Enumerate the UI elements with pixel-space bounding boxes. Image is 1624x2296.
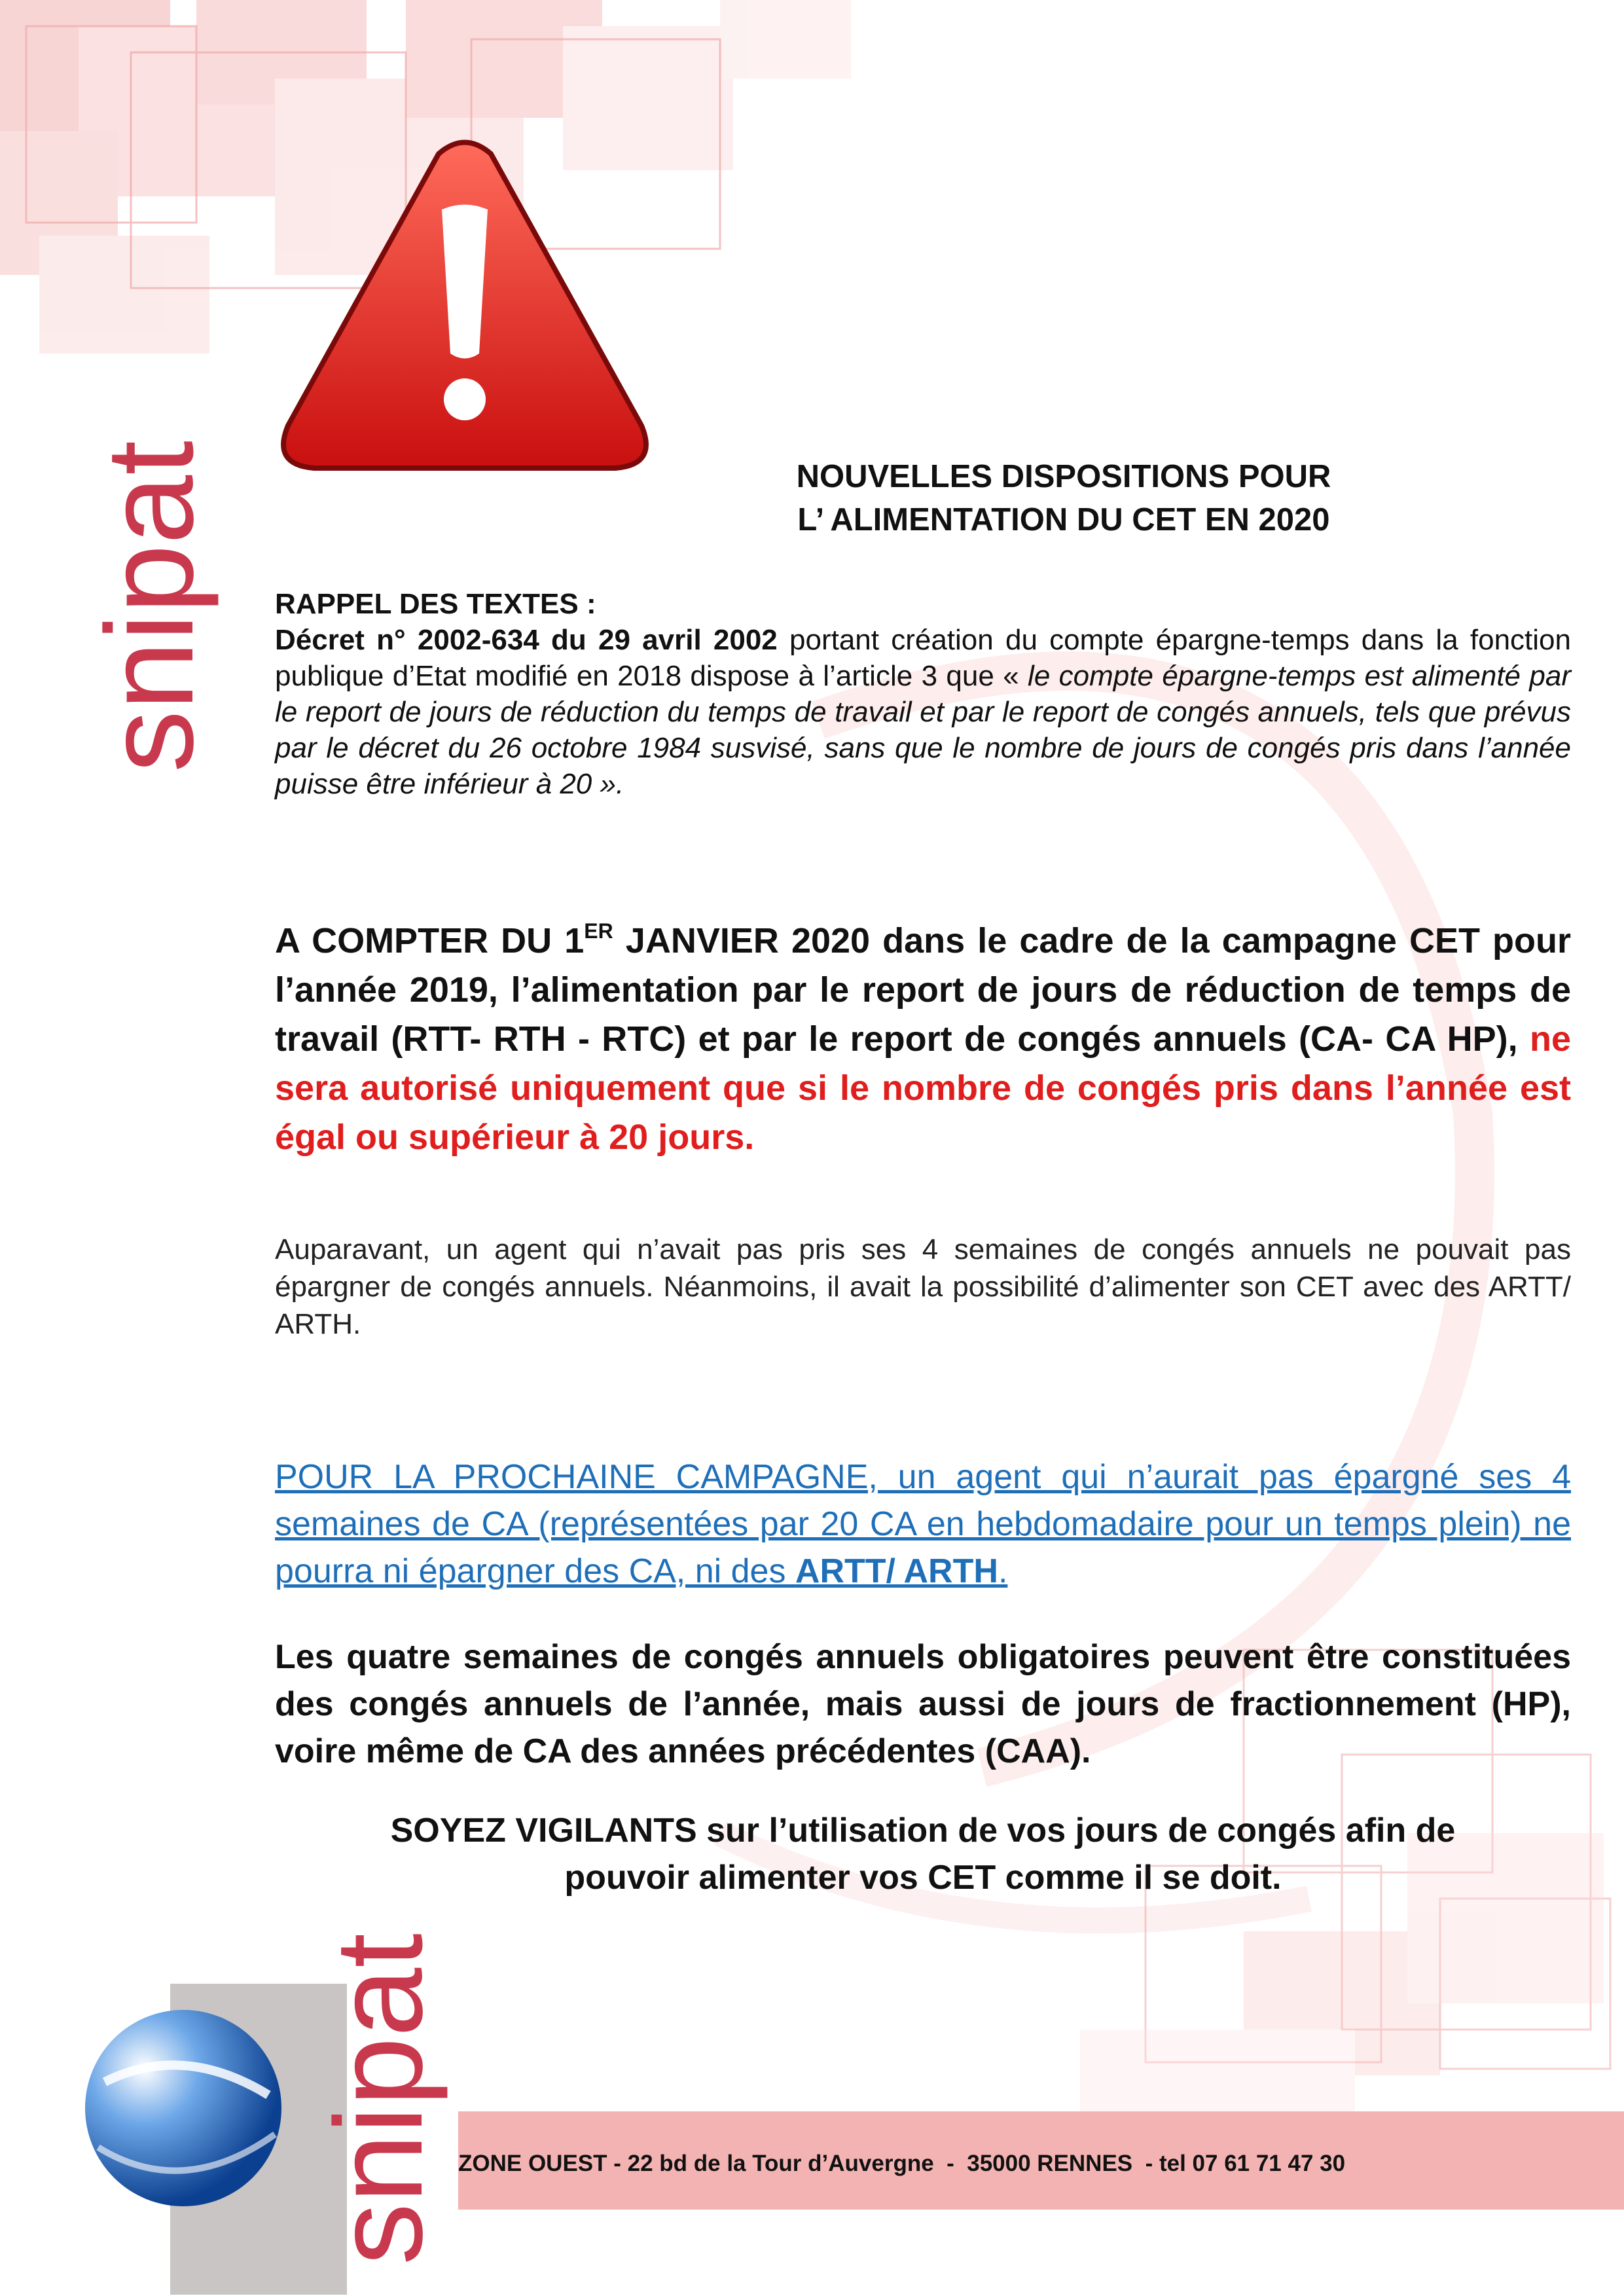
- title-line-1: NOUVELLES DISPOSITIONS POUR: [796, 459, 1331, 494]
- warning-triangle-icon: [275, 137, 655, 484]
- announcement-condition: ne sera autorisé uniquement que si le nombre de congés pris dans l’année est égal ou supérieur à 20 jours.: [275, 1019, 1571, 1157]
- decret-reference: Décret n° 2002-634 du 29 avril 2002: [275, 624, 778, 656]
- rappel-body: [275, 622, 1571, 802]
- rappel-text: portant création du compte épargne-temps dans la fonction publique d’Etat modifié en 2018 dispose à l’article 3 que «: [275, 624, 1572, 692]
- previous-rule-paragraph: Auparavant, un agent qui n’avait pas pris ses 4 semaines de congés annuels ne pouvait pas épargner de congés annuels. Néanmoins, il avait la possibilité d’alimenter son CET avec des ARTT/ ARTH.: [275, 1233, 1571, 1340]
- vigilance-notice: [275, 1807, 1571, 1901]
- footer-contact: [458, 2151, 1558, 2177]
- page-title: [687, 455, 1440, 541]
- announcement-start: A COMPTER DU 1: [275, 921, 585, 960]
- vigilance-line-2: pouvoir alimenter vos CET comme il se doit.: [564, 1859, 1282, 1897]
- footer-address: 22 bd de la Tour d’Auvergne: [627, 2151, 934, 2176]
- announcement-body: JANVIER 2020 dans le cadre de la campagne CET pour l’année 2019, l’alimentation par le report de jours de réduction de temps de travail (RTT- RTH - RTC) et par le report de congés annuels (CA- CA HP),: [275, 921, 1571, 1059]
- main-announcement: [275, 917, 1571, 1162]
- next-campaign-bold: ARTT/ ARTH: [795, 1552, 998, 1590]
- ordinal-superscript: ER: [584, 919, 613, 943]
- next-campaign-end: .: [998, 1552, 1008, 1590]
- next-campaign-text: POUR LA PROCHAINE CAMPAGNE, un agent qui n’aurait pas épargné ses 4 semaines de CA (représentées par 20 CA en hebdomadaire pour un temps plein) ne pourra ni épargner des CA, ni des: [275, 1458, 1571, 1590]
- title-line-2: L’ ALIMENTATION DU CET EN 2020: [797, 502, 1330, 538]
- brand-vertical-bottom: snipat: [310, 1933, 448, 2265]
- rappel-section: [275, 586, 1571, 802]
- rappel-heading: RAPPEL DES TEXTES :: [275, 588, 596, 620]
- snipat-globe-logo: [79, 2003, 288, 2213]
- brand-vertical-top: snipat: [81, 440, 219, 773]
- next-campaign-paragraph: [275, 1453, 1571, 1595]
- footer-phone: - tel 07 61 71 47 30: [1132, 2151, 1346, 2176]
- footer-city: - 35000 RENNES: [933, 2151, 1133, 2176]
- four-weeks-paragraph: Les quatre semaines de congés annuels obligatoires peuvent être constituées des congés annuels de l’année, mais aussi de jours de fractionnement (HP), voire même de CA des années précédentes (CAA).: [275, 1638, 1571, 1770]
- footer-zone: ZONE OUEST -: [458, 2151, 628, 2176]
- vigilance-line-1: SOYEZ VIGILANTS sur l’utilisation de vos jours de congés afin de: [390, 1812, 1456, 1850]
- rappel-quote: le compte épargne-temps est alimenté par le report de jours de réduction du temps de travail et par le report de congés annuels, tels que prévus par le décret du 26 octobre 1984 susvisé, sans que le nombre de jours de congés pris dans l’année puisse être inférieur à 20 ».: [275, 660, 1571, 800]
